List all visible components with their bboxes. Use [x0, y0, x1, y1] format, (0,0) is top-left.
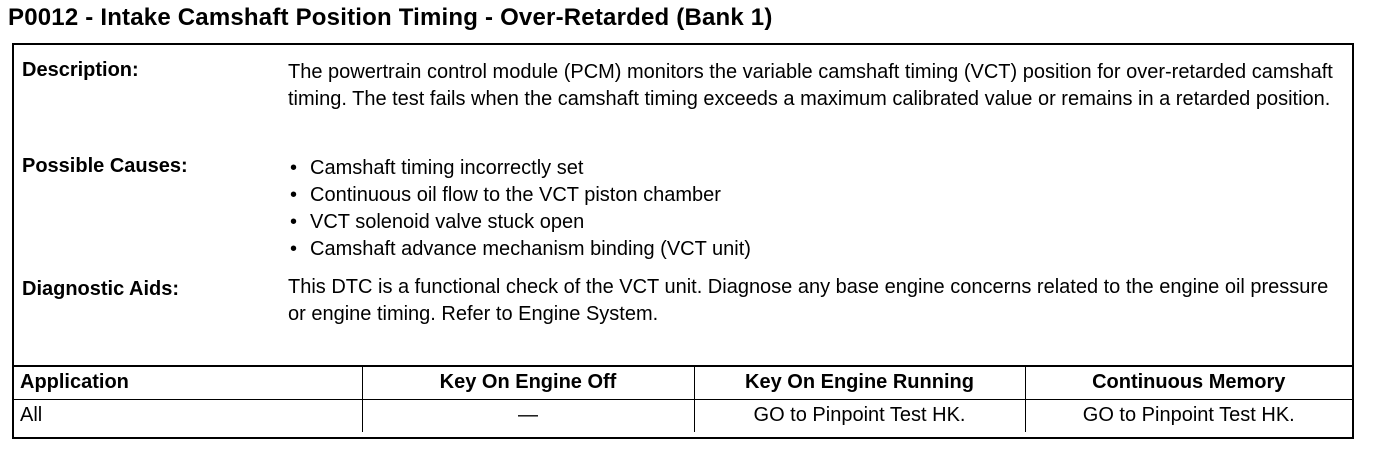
table-header-row [14, 366, 1352, 399]
column-header-application: Application [14, 366, 362, 399]
cause-text: Camshaft advance mechanism binding (VCT unit) [310, 238, 751, 260]
description-label: Description: [22, 59, 139, 81]
cell-key-on-engine-off: — [362, 399, 694, 432]
possible-causes-label: Possible Causes: [22, 155, 188, 177]
bullet-icon: • [290, 238, 298, 260]
cell-continuous-memory: GO to Pinpoint Test HK. [1025, 399, 1352, 432]
list-item [288, 155, 1348, 182]
diagnostic-aids-paragraph: This DTC is a functional check of the VCT unit. Diagnose any base engine concerns related to the engine oil pressure or engine timing. Refer to Engine System. [288, 276, 1329, 325]
possible-causes-list [288, 155, 1348, 263]
cause-text: VCT solenoid valve stuck open [310, 211, 585, 233]
page-title: P0012 - Intake Camshaft Position Timing - Over-Retarded (Bank 1) [8, 4, 773, 31]
diagnostic-aids-text [288, 274, 1348, 328]
possible-causes-body [288, 155, 1348, 263]
list-item [288, 209, 1348, 236]
application-table [14, 365, 1352, 432]
description-text [288, 59, 1348, 113]
diagnostic-aids-label: Diagnostic Aids: [22, 278, 180, 300]
column-header-continuous-memory: Continuous Memory [1025, 366, 1352, 399]
dtc-info-box [12, 43, 1354, 439]
cell-application: All [14, 399, 362, 432]
bullet-icon: • [290, 211, 298, 233]
bullet-icon: • [290, 157, 298, 179]
cause-text: Camshaft timing incorrectly set [310, 157, 584, 179]
list-item [288, 236, 1348, 263]
column-header-key-on-engine-off: Key On Engine Off [362, 366, 694, 399]
cell-key-on-engine-running: GO to Pinpoint Test HK. [694, 399, 1025, 432]
column-header-key-on-engine-running: Key On Engine Running [694, 366, 1025, 399]
table-row [14, 399, 1352, 432]
bullet-icon: • [290, 184, 298, 206]
list-item [288, 182, 1348, 209]
description-paragraph: The powertrain control module (PCM) monitors the variable camshaft timing (VCT) position for over-retarded camshaft timing. The test fails when the camshaft timing exceeds a maximum calibrated value or remains in a retarded position. [288, 61, 1333, 110]
cause-text: Continuous oil flow to the VCT piston chamber [310, 184, 721, 206]
